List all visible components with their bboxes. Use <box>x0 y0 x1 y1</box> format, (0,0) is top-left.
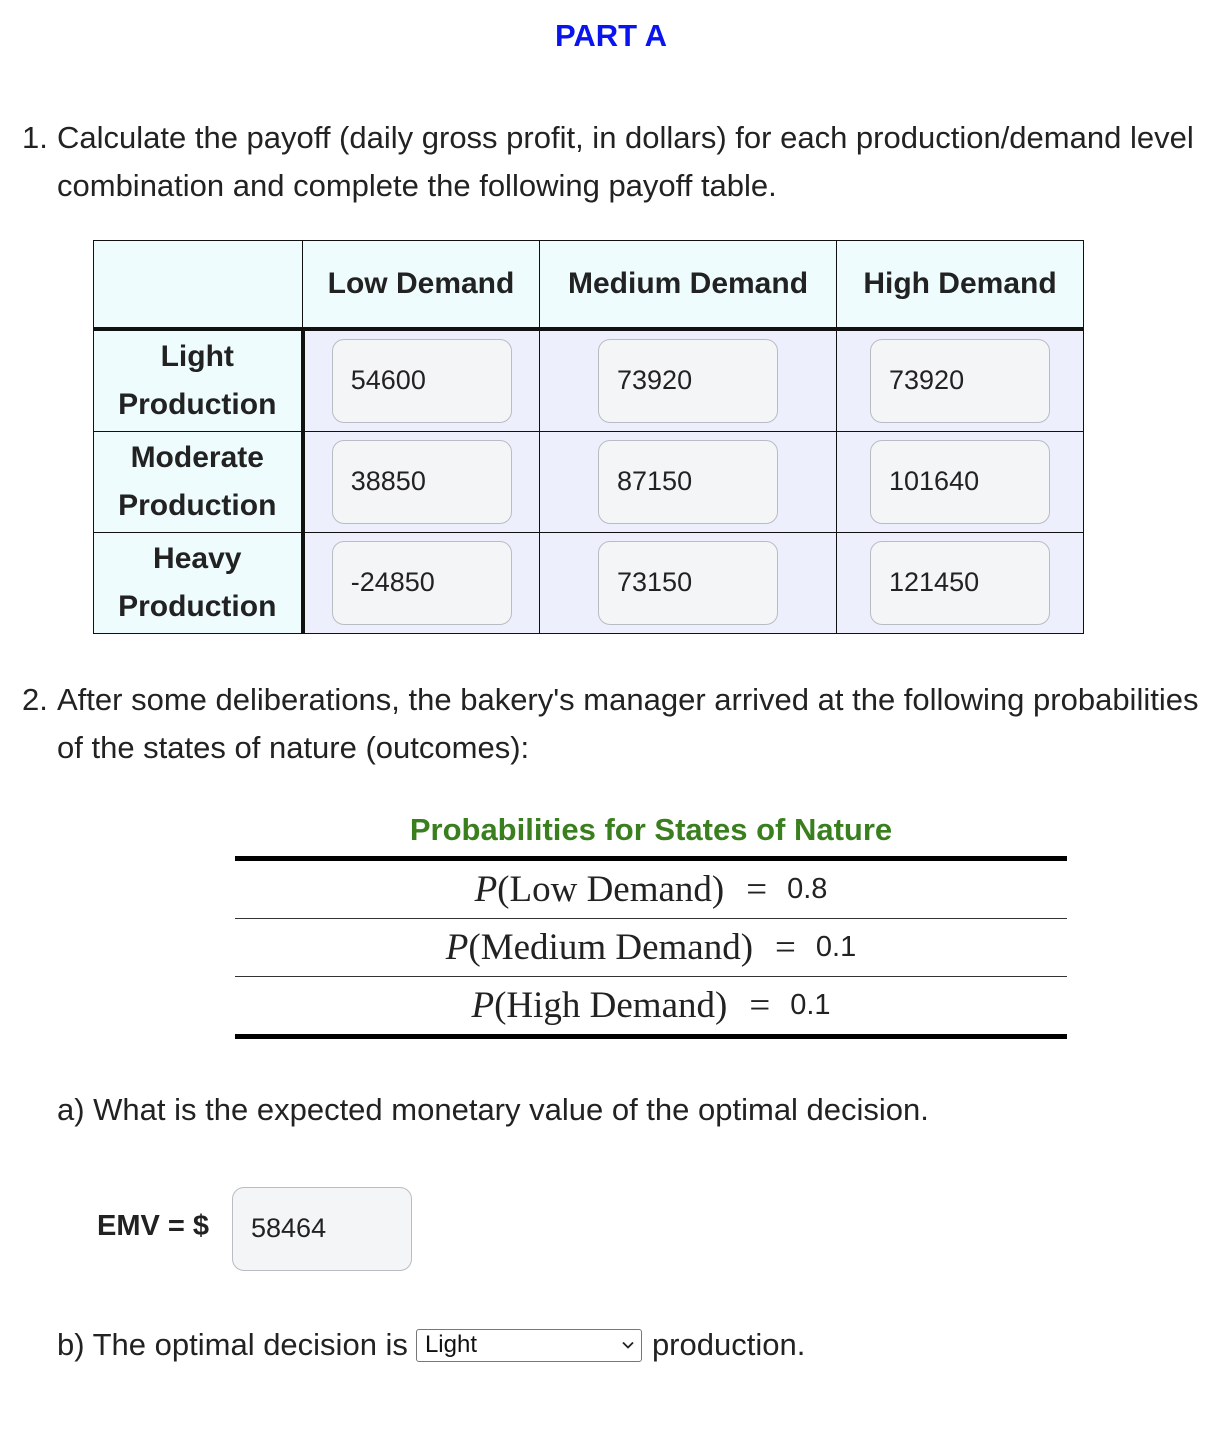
question-b-suffix: production. <box>651 1327 806 1362</box>
payoff-input[interactable]: 73920 <box>598 339 778 423</box>
chevron-down-icon <box>621 1338 635 1352</box>
payoff-cell <box>540 533 837 634</box>
emv-label: EMV = $ <box>97 1210 210 1242</box>
column-header-low-demand: Low Demand <box>303 241 540 330</box>
question-2 <box>22 676 1202 772</box>
payoff-input[interactable]: 87150 <box>598 440 778 524</box>
emv-input[interactable]: 58464 <box>232 1187 412 1271</box>
question-1-number: 1. <box>22 120 48 155</box>
probability-event: (High Demand) <box>494 985 728 1026</box>
payoff-cell <box>303 432 540 533</box>
question-1-text: Calculate the payoff (daily gross profit, in dollars) for each production/demand level combination and complete the following payoff table. <box>57 120 1194 203</box>
probability-expression <box>446 926 753 969</box>
probability-value: 0.1 <box>790 989 831 1021</box>
question-2-text: After some deliberations, the bakery's manager arrived at the following probabilities of the states of nature (outcomes): <box>57 682 1199 765</box>
row-header-line1: Moderate <box>130 441 264 474</box>
bottom-rule <box>235 1034 1067 1039</box>
equals-sign: = <box>749 985 771 1026</box>
row-header-heavy-production <box>94 533 303 634</box>
part-title: PART A <box>555 18 667 53</box>
payoff-cell <box>303 329 540 432</box>
probability-value: 0.8 <box>787 873 828 905</box>
payoff-table <box>93 240 1084 634</box>
payoff-input[interactable]: 101640 <box>870 440 1050 524</box>
row-header-line2: Production <box>118 590 277 623</box>
probability-symbol: P <box>474 869 498 910</box>
decision-select[interactable] <box>416 1329 642 1362</box>
probability-symbol: P <box>445 927 469 968</box>
payoff-input[interactable]: 54600 <box>332 339 512 423</box>
payoff-input[interactable]: 38850 <box>332 440 512 524</box>
probability-value: 0.1 <box>815 931 857 963</box>
payoff-input[interactable]: 73150 <box>598 541 778 625</box>
table-row <box>94 329 1084 432</box>
probability-event: (Low Demand) <box>497 869 725 910</box>
decision-select-value: Light <box>424 1331 477 1358</box>
payoff-input[interactable]: -24850 <box>332 541 512 625</box>
payoff-cell <box>540 329 837 432</box>
column-header-high-demand: High Demand <box>837 241 1084 330</box>
probabilities-table <box>235 856 1067 1039</box>
probability-row <box>235 861 1067 918</box>
payoff-cell <box>303 533 540 634</box>
payoff-cell <box>837 329 1084 432</box>
question-2-number: 2. <box>22 682 48 717</box>
row-header-line1: Light <box>160 340 234 373</box>
row-header-light-production <box>94 329 303 432</box>
row-header-line1: Heavy <box>153 542 242 575</box>
column-header-medium-demand: Medium Demand <box>540 241 837 330</box>
probability-expression <box>471 984 727 1027</box>
table-row <box>94 533 1084 634</box>
table-row <box>94 432 1084 533</box>
equals-sign: = <box>746 869 768 910</box>
row-header-moderate-production <box>94 432 303 533</box>
probability-event: (Medium Demand) <box>468 927 754 968</box>
probability-row <box>235 977 1067 1034</box>
payoff-cell <box>837 533 1084 634</box>
probability-symbol: P <box>471 985 495 1026</box>
payoff-cell <box>837 432 1084 533</box>
probability-row <box>235 919 1067 976</box>
equals-sign: = <box>775 927 796 968</box>
payoff-cell <box>540 432 837 533</box>
row-header-line2: Production <box>118 489 277 522</box>
payoff-input[interactable]: 121450 <box>870 541 1050 625</box>
row-header-line2: Production <box>118 388 277 421</box>
probabilities-title: Probabilities for States of Nature <box>409 812 893 847</box>
question-1 <box>22 114 1202 210</box>
probability-expression <box>475 868 725 911</box>
payoff-corner-cell <box>94 241 303 330</box>
payoff-input[interactable]: 73920 <box>870 339 1050 423</box>
question-b <box>57 1327 805 1363</box>
payoff-header-row <box>94 241 1084 330</box>
question-b-prefix: b) The optimal decision is <box>57 1327 408 1362</box>
question-a: a) What is the expected monetary value of the optimal decision. <box>57 1092 929 1127</box>
